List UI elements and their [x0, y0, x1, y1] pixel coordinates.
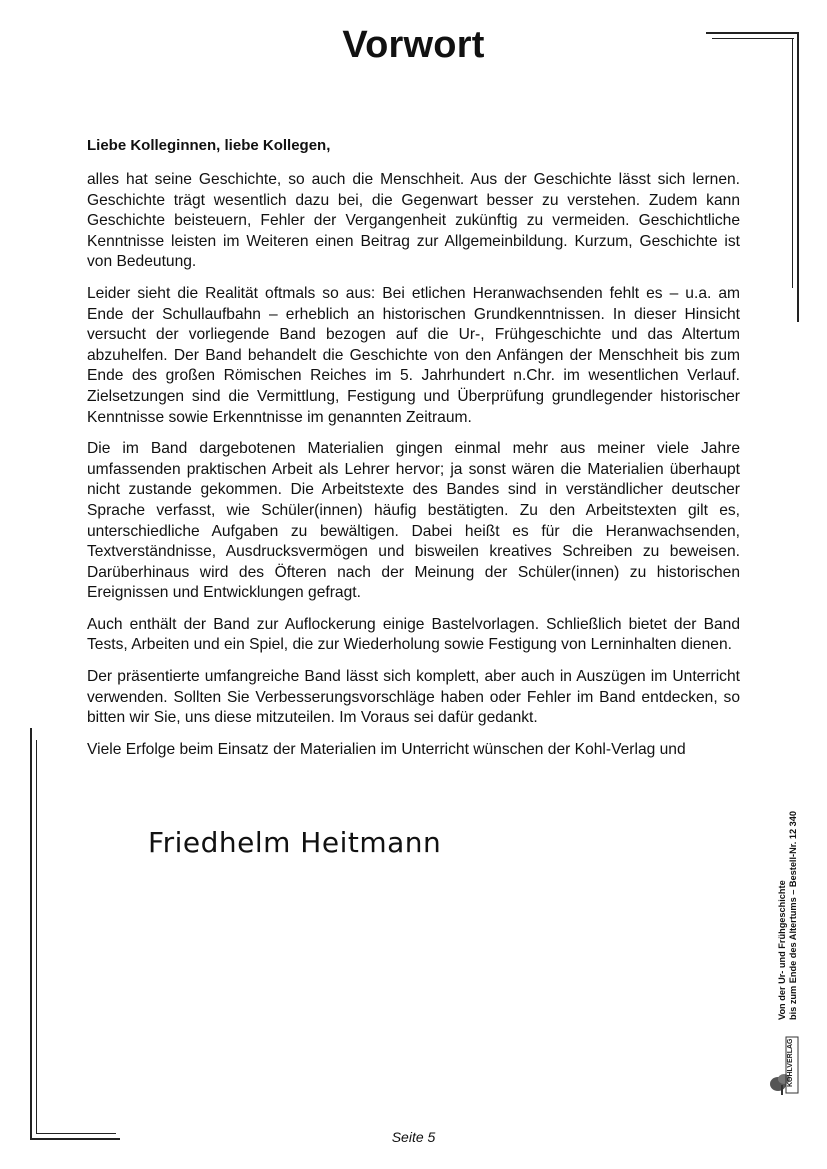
page-title: Vorwort — [342, 24, 485, 66]
frame-left-vertical-inner — [36, 740, 37, 1134]
side-line-2: bis zum Ende des Altertums – Bestell-Nr. 12 340 — [788, 810, 798, 1020]
frame-right-vertical-inner — [792, 38, 793, 288]
greeting: Liebe Kolleginnen, liebe Kollegen, — [87, 137, 331, 154]
side-line-1: Von der Ur- und Frühgeschichte — [777, 880, 787, 1020]
paragraph: Auch enthält der Band zur Auflockerung einige Bastelvorlagen. Schließlich bietet der Band Tests, Arbeiten und ein Spiel, die zur Wiederholung sowie Festigung von Lerninhalten dienen. — [87, 615, 740, 654]
paragraph: Viele Erfolge beim Einsatz der Materialien im Unterricht wünschen der Kohl-Verlag und — [87, 740, 686, 758]
signature: Friedhelm Heitmann — [148, 826, 442, 859]
page-number: Seite 5 — [391, 1129, 436, 1145]
body-text — [87, 170, 740, 771]
logo-text: KOHLVERLAG — [787, 1038, 794, 1088]
frame-right-vertical — [797, 32, 799, 322]
publisher-logo — [768, 1035, 808, 1097]
paragraph: Der präsentierte umfangreiche Band lässt sich komplett, aber auch in Auszügen im Unterricht verwenden. Sollten Sie Verbesserungsvorschläge haben oder Fehler im Band entdecken, so bitten wir Sie, uns diese mitzuteilen. Im Voraus sei dafür gedankt. — [87, 668, 740, 727]
paragraph: alles hat seine Geschichte, so auch die Menschheit. Aus der Geschichte lässt sich lernen. Geschichte trägt wesentlich dazu bei, die Gegenwart besser zu verstehen. Zudem kann Geschichte beisteuern, Fehler der Vergangenheit zukünftig zu vermeiden. Geschichtliche Kenntnisse leisten im Weiteren einen Beitrag zur Allgemeinbildung. Kurzum, Geschichte ist von Bedeutung. — [87, 171, 740, 271]
side-text — [777, 780, 799, 1020]
paragraph: Die im Band dargebotenen Materialien gingen einmal mehr aus meiner viele Jahre umfassenden praktischen Arbeit als Lehrer hervor; ja sonst wären die Materialien überhaupt nicht zustande gekommen. Die Arbeitstexte des Bandes sind in verständlicher deutscher Sprache verfasst, wie Schüler(innen) häufig bestätigten. Zu den Arbeitstexten gilt es, unterschiedliche Aufgaben zu bewältigen. Dabei heißt es für die Heranwachsenden, Textverständnisse, Ausdrucksvermögen und bisweilen kreatives Schreiben zu beweisen. Darüberhinaus wird des Öfteren nach der Meinung der Schüler(innen) zu historischen Ereignissen und Entwicklungen gefragt. — [87, 440, 740, 602]
paragraph: Leider sieht die Realität oftmals so aus: Bei etlichen Heranwachsenden fehlt es – u.a. am Ende der Schullaufbahn – erheblich an historischen Grundkenntnissen. In dieser Hinsicht versucht der vorliegende Band bezogen auf die Ur-, Frühgeschichte und das Altertum abzuhelfen. Der Band behandelt die Geschichte von den Anfängen der Menschheit bis zum Ende des großen Römischen Reiches im 5. Jahrhundert n.Chr. im wesentlichen Verlauf. Zielsetzungen sind die Vermittlung, Festigung und Überprüfung grundlegender historischer Kenntnisse sowie Erkenntnisse im genannten Zeitraum. — [87, 284, 740, 426]
frame-left-vertical — [30, 728, 32, 1140]
